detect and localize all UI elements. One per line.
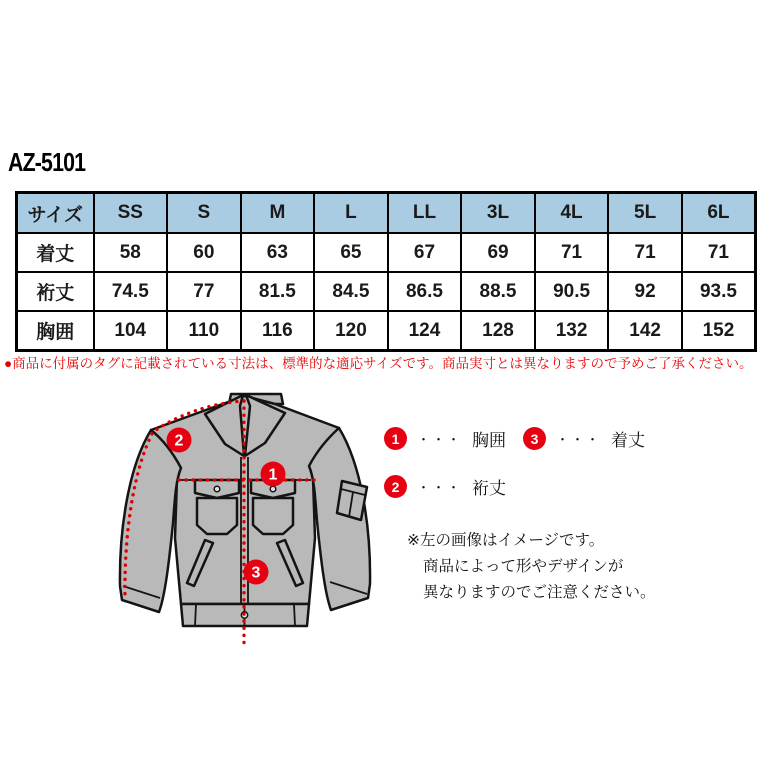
image-note-line2: 商品によって形やデザインが <box>423 558 624 575</box>
page-title: AZ-5101 <box>8 147 86 177</box>
table-row <box>17 233 756 272</box>
legend-dots: ・・・ <box>417 480 463 495</box>
size-table-header-cell: M <box>241 193 315 234</box>
left-chest-pocket <box>197 498 237 534</box>
legend-item-length <box>523 426 645 451</box>
table-cell: 142 <box>608 311 682 351</box>
table-cell: 65 <box>314 233 388 272</box>
size-table-header-cell: 3L <box>461 193 535 234</box>
table-cell: 63 <box>241 233 315 272</box>
table-cell: 84.5 <box>314 272 388 311</box>
table-cell: 116 <box>241 311 315 351</box>
marker-1-number: 1 <box>268 466 278 484</box>
table-cell: 93.5 <box>682 272 756 311</box>
table-cell: 152 <box>682 311 756 351</box>
right-chest-pocket <box>253 498 293 534</box>
legend-marker-1: 1 <box>384 427 407 450</box>
table-cell: 58 <box>94 233 168 272</box>
jacket-left-sleeve <box>120 430 181 612</box>
table-row <box>17 272 756 311</box>
size-table-header-cell: LL <box>388 193 462 234</box>
size-table-header-cell: 5L <box>608 193 682 234</box>
table-cell: 90.5 <box>535 272 609 311</box>
legend-term-sleeve: 裄丈 <box>472 479 507 498</box>
legend-marker-2: 2 <box>384 475 407 498</box>
table-cell: 77 <box>167 272 241 311</box>
table-cell: 132 <box>535 311 609 351</box>
row-label: 着丈 <box>17 233 94 272</box>
row-label: 胸囲 <box>17 311 94 351</box>
size-table-header-cell: S <box>167 193 241 234</box>
table-cell: 128 <box>461 311 535 351</box>
table-cell: 110 <box>167 311 241 351</box>
table-cell: 86.5 <box>388 272 462 311</box>
legend-item-sleeve <box>384 474 506 499</box>
table-cell: 124 <box>388 311 462 351</box>
table-cell: 120 <box>314 311 388 351</box>
table-cell: 71 <box>535 233 609 272</box>
table-cell: 67 <box>388 233 462 272</box>
legend-item-chest <box>384 426 506 451</box>
size-table-header-cell: 6L <box>682 193 756 234</box>
legend-dots: ・・・ <box>556 432 602 447</box>
legend-term-length: 着丈 <box>611 431 646 450</box>
size-disclaimer-text: ●商品に付属のタグに記載されている寸法は、標準的な適応サイズです。商品実寸とは異なりますので予めご了承ください。 <box>4 356 753 371</box>
right-pocket-button <box>270 486 276 492</box>
table-cell: 88.5 <box>461 272 535 311</box>
jacket-illustration <box>93 388 395 660</box>
marker-2-number: 2 <box>174 432 184 450</box>
table-row <box>17 311 756 351</box>
size-table-header-cell: 4L <box>535 193 609 234</box>
size-table <box>15 191 757 352</box>
jacket-diagram <box>93 388 395 660</box>
table-cell: 69 <box>461 233 535 272</box>
row-label: 裄丈 <box>17 272 94 311</box>
table-cell: 60 <box>167 233 241 272</box>
marker-3-number: 3 <box>251 564 261 582</box>
image-note-line1: ※左の画像はイメージです。 <box>407 532 605 549</box>
size-table-header-cell: L <box>314 193 388 234</box>
left-pocket-button <box>214 486 220 492</box>
legend-marker-3: 3 <box>523 427 546 450</box>
image-note-line3: 異なりますのでご注意ください。 <box>423 584 656 601</box>
legend-dots: ・・・ <box>417 432 463 447</box>
table-cell: 71 <box>682 233 756 272</box>
table-cell: 81.5 <box>241 272 315 311</box>
table-cell: 74.5 <box>94 272 168 311</box>
table-cell: 71 <box>608 233 682 272</box>
table-cell: 92 <box>608 272 682 311</box>
image-note <box>407 528 656 606</box>
size-table-header-cell: サイズ <box>17 193 94 234</box>
table-cell: 104 <box>94 311 168 351</box>
size-table-header-cell: SS <box>94 193 168 234</box>
size-table-header-row <box>17 193 756 234</box>
legend-term-chest: 胸囲 <box>472 431 507 450</box>
